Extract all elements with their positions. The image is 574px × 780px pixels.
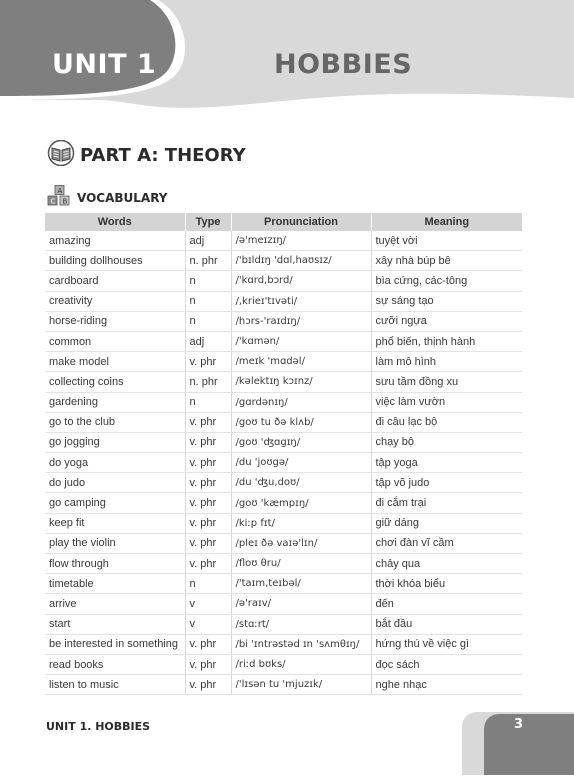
svg-text:A: A xyxy=(57,186,63,195)
meaning-cell: bắt đầu xyxy=(371,614,522,634)
type-cell: n xyxy=(185,392,231,412)
word-cell: go jogging xyxy=(45,432,185,452)
footer-unit-title: UNIT 1. HOBBIES xyxy=(46,720,151,733)
type-cell: adj xyxy=(185,231,231,251)
header-banner xyxy=(0,0,574,118)
table-row xyxy=(45,533,522,553)
word-cell: creativity xyxy=(45,291,185,311)
pronunciation-cell: /stɑːrt/ xyxy=(231,614,371,634)
pronunciation-cell: /bi 'ɪntrəstəd ɪn 'sʌmθɪŋ/ xyxy=(231,634,371,654)
word-cell: arrive xyxy=(45,594,185,614)
meaning-cell: phổ biến, thịnh hành xyxy=(371,331,522,351)
meaning-cell: việc làm vườn xyxy=(371,392,522,412)
word-cell: go to the club xyxy=(45,412,185,432)
type-cell: v. phr xyxy=(185,412,231,432)
pronunciation-cell: /meɪk 'mɑdəl/ xyxy=(231,352,371,372)
type-cell: n xyxy=(185,574,231,594)
word-cell: cardboard xyxy=(45,271,185,291)
table-row xyxy=(45,614,522,634)
pronunciation-cell: /kəlektɪŋ kɔɪnz/ xyxy=(231,372,371,392)
table-header-row xyxy=(45,213,522,231)
svg-text:C: C xyxy=(50,197,56,205)
page-number: 3 xyxy=(514,717,524,732)
open-book-icon xyxy=(47,140,75,171)
part-title: PART A: THEORY xyxy=(80,144,246,166)
meaning-cell: sự sáng tạo xyxy=(371,291,522,311)
table-row xyxy=(45,594,522,614)
pronunciation-cell: /riːd bʊks/ xyxy=(231,654,371,674)
pronunciation-cell: /goʊ tu ðə klʌb/ xyxy=(231,412,371,432)
type-cell: v. phr xyxy=(185,513,231,533)
meaning-cell: nghe nhạc xyxy=(371,675,522,695)
unit-label: UNIT 1 xyxy=(52,49,157,80)
type-cell: v. phr xyxy=(185,493,231,513)
word-cell: do yoga xyxy=(45,453,185,473)
word-cell: amazing xyxy=(45,231,185,251)
meaning-cell: đọc sách xyxy=(371,654,522,674)
type-cell: v xyxy=(185,594,231,614)
meaning-cell: đến xyxy=(371,594,522,614)
table-row xyxy=(45,271,522,291)
meaning-cell: chơi đàn vĩ cầm xyxy=(371,533,522,553)
word-cell: flow through xyxy=(45,554,185,574)
type-cell: v. phr xyxy=(185,453,231,473)
table-row xyxy=(45,291,522,311)
type-cell: v xyxy=(185,614,231,634)
word-cell: start xyxy=(45,614,185,634)
word-cell: go camping xyxy=(45,493,185,513)
pronunciation-cell: /kiːp fɪt/ xyxy=(231,513,371,533)
word-cell: play the violin xyxy=(45,533,185,553)
table-row xyxy=(45,352,522,372)
pronunciation-cell: /ə'meɪzɪŋ/ xyxy=(231,231,371,251)
header-meaning: Meaning xyxy=(371,213,522,231)
pronunciation-cell: /du 'joʊgə/ xyxy=(231,453,371,473)
vocabulary-table xyxy=(45,213,522,695)
meaning-cell: bìa cứng, các-tông xyxy=(371,271,522,291)
pronunciation-cell: /'bɪldɪŋ 'dɑl,haʊsɪz/ xyxy=(231,251,371,271)
word-cell: be interested in something xyxy=(45,634,185,654)
word-cell: make model xyxy=(45,352,185,372)
table-row xyxy=(45,473,522,493)
part-heading xyxy=(47,140,246,170)
page-title: HOBBIES xyxy=(274,49,413,80)
word-cell: listen to music xyxy=(45,675,185,695)
pronunciation-cell: /'kɑmən/ xyxy=(231,331,371,351)
pronunciation-cell: /'taɪm,teɪbəl/ xyxy=(231,574,371,594)
table-row xyxy=(45,513,522,533)
word-cell: horse-riding xyxy=(45,311,185,331)
meaning-cell: thời khóa biểu xyxy=(371,574,522,594)
type-cell: v. phr xyxy=(185,654,231,674)
word-cell: do judo xyxy=(45,473,185,493)
word-cell: keep fit xyxy=(45,513,185,533)
type-cell: n xyxy=(185,311,231,331)
meaning-cell: sưu tầm đồng xu xyxy=(371,372,522,392)
pronunciation-cell: /hɔrs-'raɪdɪŋ/ xyxy=(231,311,371,331)
pronunciation-cell: /,krieɪ'tɪvəti/ xyxy=(231,291,371,311)
table-row xyxy=(45,675,522,695)
meaning-cell: giữ dáng xyxy=(371,513,522,533)
meaning-cell: đi câu lạc bộ xyxy=(371,412,522,432)
table-row xyxy=(45,432,522,452)
word-cell: timetable xyxy=(45,574,185,594)
word-cell: read books xyxy=(45,654,185,674)
table-row xyxy=(45,412,522,432)
meaning-cell: chảy qua xyxy=(371,554,522,574)
meaning-cell: cưỡi ngựa xyxy=(371,311,522,331)
type-cell: v. phr xyxy=(185,432,231,452)
pronunciation-cell: /'kɑrd,bɔrd/ xyxy=(231,271,371,291)
table-row xyxy=(45,574,522,594)
meaning-cell: đi cắm trại xyxy=(371,493,522,513)
table-row xyxy=(45,453,522,473)
meaning-cell: tập yoga xyxy=(371,453,522,473)
type-cell: n xyxy=(185,271,231,291)
pronunciation-cell: /floʊ θru/ xyxy=(231,554,371,574)
pronunciation-cell: /pleɪ ðə vaɪə'lɪn/ xyxy=(231,533,371,553)
vocabulary-heading xyxy=(47,186,167,210)
table-row xyxy=(45,634,522,654)
header-words: Words xyxy=(45,213,185,231)
pronunciation-cell: /'lɪsən tu 'mjuzɪk/ xyxy=(231,675,371,695)
pronunciation-cell: /gɑrdənɪŋ/ xyxy=(231,392,371,412)
vocabulary-title: VOCABULARY xyxy=(77,191,168,205)
type-cell: n. phr xyxy=(185,372,231,392)
pronunciation-cell: /goʊ 'kæmpɪŋ/ xyxy=(231,493,371,513)
type-cell: n xyxy=(185,291,231,311)
word-cell: common xyxy=(45,331,185,351)
table-row xyxy=(45,231,522,251)
table-row xyxy=(45,493,522,513)
word-cell: gardening xyxy=(45,392,185,412)
type-cell: v. phr xyxy=(185,634,231,654)
table-row xyxy=(45,392,522,412)
pronunciation-cell: /ə'raɪv/ xyxy=(231,594,371,614)
table-row xyxy=(45,251,522,271)
table-row xyxy=(45,311,522,331)
alphabet-blocks-icon xyxy=(47,185,73,212)
meaning-cell: làm mô hình xyxy=(371,352,522,372)
table-row xyxy=(45,372,522,392)
meaning-cell: tuyệt vời xyxy=(371,231,522,251)
type-cell: v. phr xyxy=(185,473,231,493)
type-cell: n. phr xyxy=(185,251,231,271)
table-row xyxy=(45,554,522,574)
meaning-cell: xây nhà búp bê xyxy=(371,251,522,271)
type-cell: v. phr xyxy=(185,554,231,574)
type-cell: v. phr xyxy=(185,533,231,553)
svg-text:B: B xyxy=(62,197,68,205)
meaning-cell: chạy bộ xyxy=(371,432,522,452)
pronunciation-cell: /goʊ 'ʤɑgɪŋ/ xyxy=(231,432,371,452)
pronunciation-cell: /du 'ʤu,doʊ/ xyxy=(231,473,371,493)
type-cell: adj xyxy=(185,331,231,351)
meaning-cell: hứng thú về việc gì xyxy=(371,634,522,654)
word-cell: collecting coins xyxy=(45,372,185,392)
table-row xyxy=(45,654,522,674)
header-type: Type xyxy=(185,213,231,231)
table-row xyxy=(45,331,522,351)
type-cell: v. phr xyxy=(185,675,231,695)
meaning-cell: tập võ judo xyxy=(371,473,522,493)
header-pronunciation: Pronunciation xyxy=(231,213,371,231)
word-cell: building dollhouses xyxy=(45,251,185,271)
type-cell: v. phr xyxy=(185,352,231,372)
